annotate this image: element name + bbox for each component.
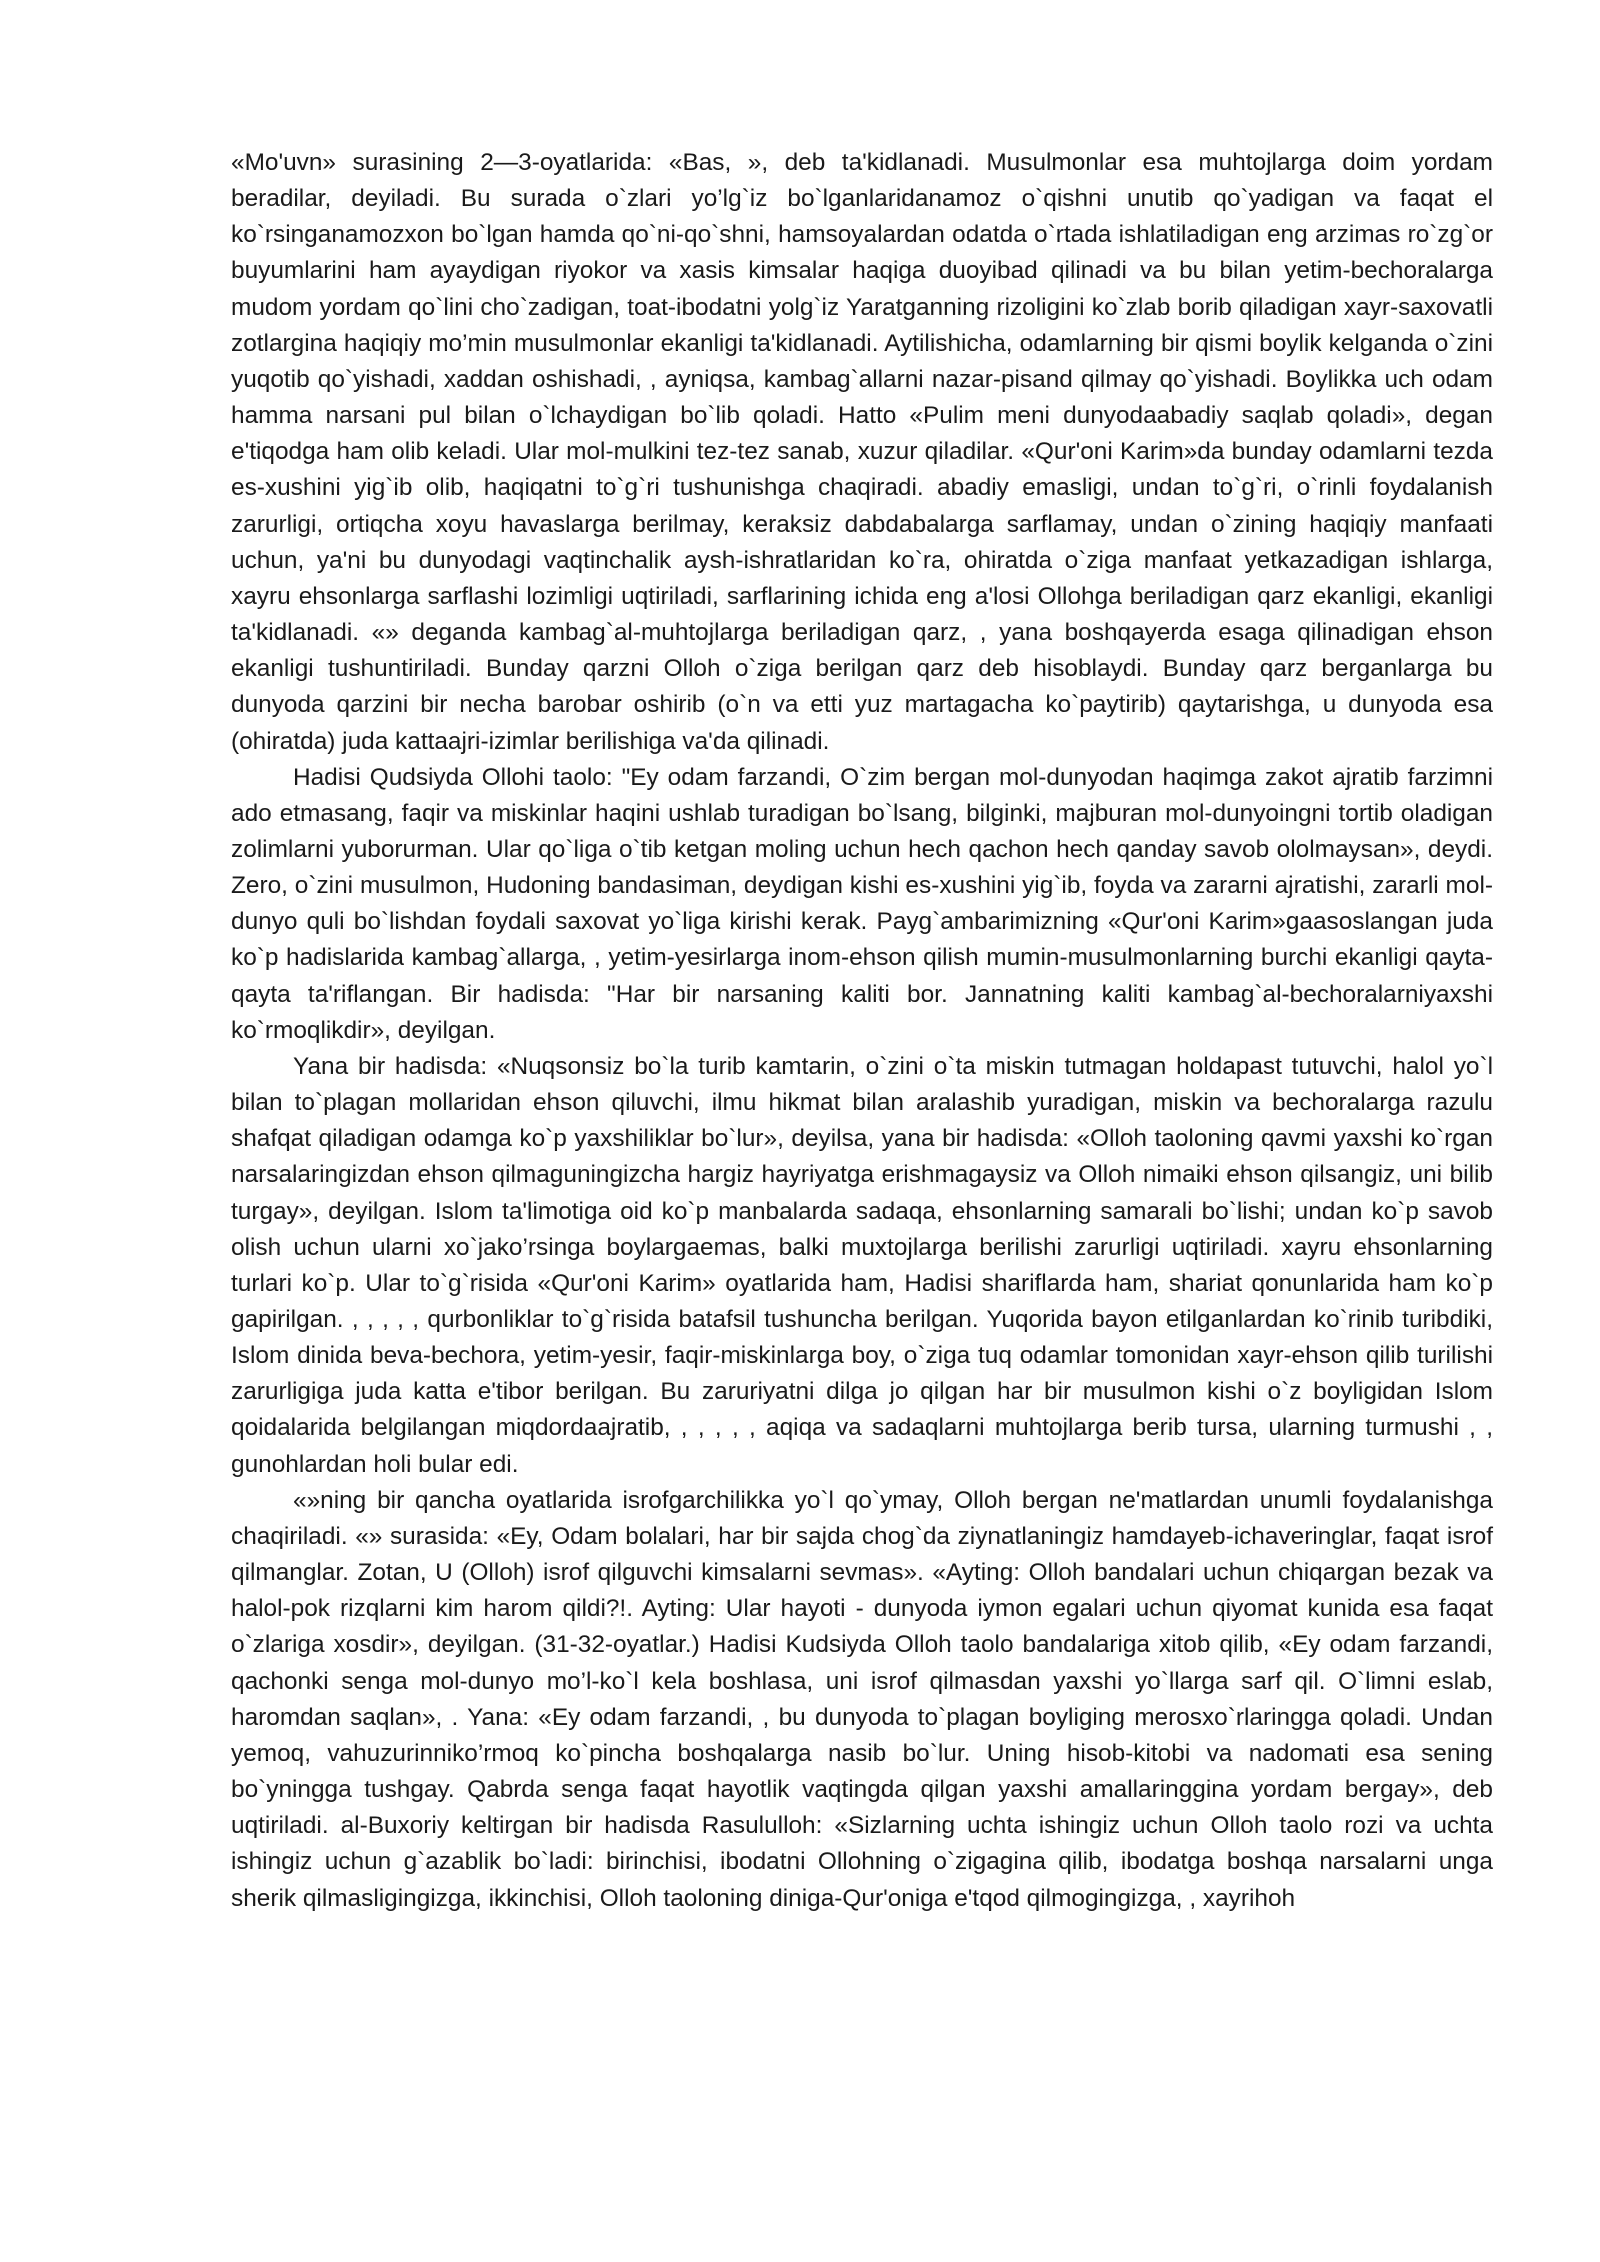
document-page [231,145,1493,1917]
paragraph: «»ning bir qancha oyatlarida isrofgarchilikka yo`l qo`ymay, Olloh bergan ne'matlardan unumli foydalanishga chaqiriladi. «» surasida: «Ey, Odam bolalari, har bir sajda chog`da ziynatlaningiz hamdayeb-ichaveringlar, faqat isrof qilmanglar. Zotan, U (Olloh) isrof qilguvchi kimsalarni sevmas». «Ayting: Olloh bandalari uchun chiqargan bezak va halol-pok rizqlarni kim harom qildi?!. Ayting: Ular hayoti - dunyoda iymon egalari uchun qiyomat kunida esa faqat o`zlariga xosdir», deyilgan. (31-32-oyatlar.) Hadisi Kudsiyda Olloh taolo bandalariga xitob qilib, «Ey odam farzandi, qachonki senga mol-dunyo mo’l-ko`l kela boshlasa, uni isrof qilmasdan yaxshi yo`llarga sarf qil. O`limni eslab, haromdan saqlan», . Yana: «Ey odam farzandi, , bu dunyoda to`plagan boyliging merosxo`rlaringga qoladi. Undan yemoq, vahuzurinniko’rmoq ko`pincha boshqalarga nasib bo`lur. Uning hisob-kitobi va nadomati esa sening bo`yningga tushgay. Qabrda senga faqat hayotlik vaqtingda qilgan yaxshi amallaringgina yordam bergay», deb uqtiriladi. al-Buxoriy keltirgan bir hadisda Rasululloh: «Sizlarning uchta ishingiz uchun Olloh taolo rozi va uchta ishingiz uchun g`azablik bo`ladi: birinchisi, ibodatni Ollohning o`zigagina qilib, ibodatga boshqa narsalarni unga sherik qilmasligingizga, ikkinchisi, Olloh taoloning diniga-Qur'oniga e'tqod qilmogingizga, , xayrihoh [231,1486,1493,1912]
paragraph: «Mo'uvn» surasining 2—3-oyatlarida: «Bas, », deb ta'kidlanadi. Musulmonlar esa muhtojlarga doim yordam beradilar, deyiladi. Bu surada o`zlari yo’lg`iz bo`lganlaridanamoz o`qishni unutib qo`yadigan va faqat el ko`rsinganamozxon bo`lgan hamda qo`ni-qo`shni, hamsoyalardan odatda o`rtada ishlatiladigan eng arzimas ro`zg`or buyumlarini ham ayaydigan riyokor va xasis kimsalar haqiga duoyibad qilinadi va bu bilan yetim-bechoralarga mudom yordam qo`lini cho`zadigan, toat-ibodatni yolg`iz Yaratganning rizoligini ko`zlab borib qiladigan xayr-saxovatli zotlargina haqiqiy mo’min musulmonlar ekanligi ta'kidlanadi. Aytilishicha, odamlarning bir qismi boylik kelganda o`zini yuqotib qo`yishadi, xaddan oshishadi, , ayniqsa, kambag`allarni nazar-pisand qilmay qo`yishadi. Boylikka uch odam hamma narsani pul bilan o`lchaydigan bo`lib qoladi. Hatto «Pulim meni dunyodaabadiy saqlab qoladi», degan e'tiqodga ham olib keladi. Ular mol-mulkini tez-tez sanab, xuzur qiladilar. «Qur'oni Karim»da bunday odamlarni tezda es-xushini yig`ib olib, haqiqatni to`g`ri tushunishga chaqiradi. abadiy emasligi, undan to`g`ri, o`rinli foydalanish zarurligi, ortiqcha xoyu havaslarga berilmay, keraksiz dabdabalarga sarflamay, undan o`zining haqiqiy manfaati uchun, ya'ni bu dunyodagi vaqtinchalik aysh-ishratlaridan ko`ra, ohiratda o`ziga manfaat yetkazadigan ishlarga, xayru ehsonlarga sarflashi lozimligi uqtiriladi, sarflarining ichida eng a'losi Ollohga beriladigan qarz ekanligi, ekanligi ta'kidlanadi. «» deganda kambag`al-muhtojlarga beriladigan qarz, , yana boshqayerda esaga qilinadigan ehson ekanligi tushuntiriladi. Bunday qarzni Olloh o`ziga berilgan qarz deb hisoblaydi. Bunday qarz berganlarga bu dunyoda qarzini bir necha barobar oshirib (o`n va etti yuz martagacha ko`paytirib) qaytarishga, u dunyoda esa (ohiratda) juda kattaajri-izimlar berilishiga va'da qilinadi. [231,149,1493,755]
paragraph: Yana bir hadisda: «Nuqsonsiz bo`la turib kamtarin, o`zini o`ta miskin tutmagan holdapast tutuvchi, halol yo`l bilan to`plagan mollaridan ehson qiluvchi, ilmu hikmat bilan aralashib yuradigan, miskin va bechoralarga razulu shafqat qiladigan odamga ko`p yaxshiliklar bo`lur», deyilsa, yana bir hadisda: «Olloh taoloning qavmi yaxshi ko`rgan narsalaringizdan ehson qilmaguningizcha hargiz hayriyatga erishmagaysiz va Olloh nimaiki ehson qilsangiz, uni bilib turgay», deyilgan. Islom ta'limotiga oid ko`p manbalarda sadaqa, ehsonlarning samarali bo`lishi; undan ko`p savob olish uchun ularni xo`jako’rsinga boylargaemas, balki muxtojlarga berilishi zarurligi uqtiriladi. xayru ehsonlarning turlari ko`p. Ular to`g`risida «Qur'oni Karim» oyatlarida ham, Hadisi shariflarda ham, shariat qonunlarida ham ko`p gapirilgan. , , , , , qurbonliklar to`g`risida batafsil tushuncha berilgan. Yuqorida bayon etilganlardan ko`rinib turibdiki, Islom dinida beva-bechora, yetim-yesir, faqir-miskinlarga boy, o`ziga tuq odamlar tomonidan xayr-ehson qilib turilishi zarurligiga juda katta e'tibor berilgan. Bu zaruriyatni dilga jo qilgan har bir musulmon kishi o`z boyligidan Islom qoidalarida belgilangan miqdordaajratib, , , , , , aqiqa va sadaqlarni muhtojlarga berib tursa, ularning turmushi , , gunohlardan holi bular edi. [231,1052,1493,1478]
paragraph: Hadisi Qudsiyda Ollohi taolo: "Ey odam farzandi, O`zim bergan mol-dunyodan haqimga zakot ajratib farzimni ado etmasang, faqir va miskinlar haqini ushlab turadigan bo`lsang, bilginki, majburan mol-dunyoingni tortib oladigan zolimlarni yuborurman. Ular qo`liga o`tib ketgan moling uchun hech qachon hech qanday savob ololmaysan», deydi. Zero, o`zini musulmon, Hudoning bandasiman, deydigan kishi es-xushini yig`ib, foyda va zararni ajratishi, zararli mol-dunyo quli bo`lishdan foydali saxovat yo`liga kirishi kerak. Payg`ambarimizning «Qur'oni Karim»gaasoslangan juda ko`p hadislarida kambag`allarga, , yetim-yesirlarga inom-ehson qilish mumin-musulmonlarning burchi ekanligi qayta-qayta ta'riflangan. Bir hadisda: "Har bir narsaning kaliti bor. Jannatning kaliti kambag`al-bechoralarniyaxshi ko`rmoqlikdir», deyilgan. [231,763,1493,1044]
